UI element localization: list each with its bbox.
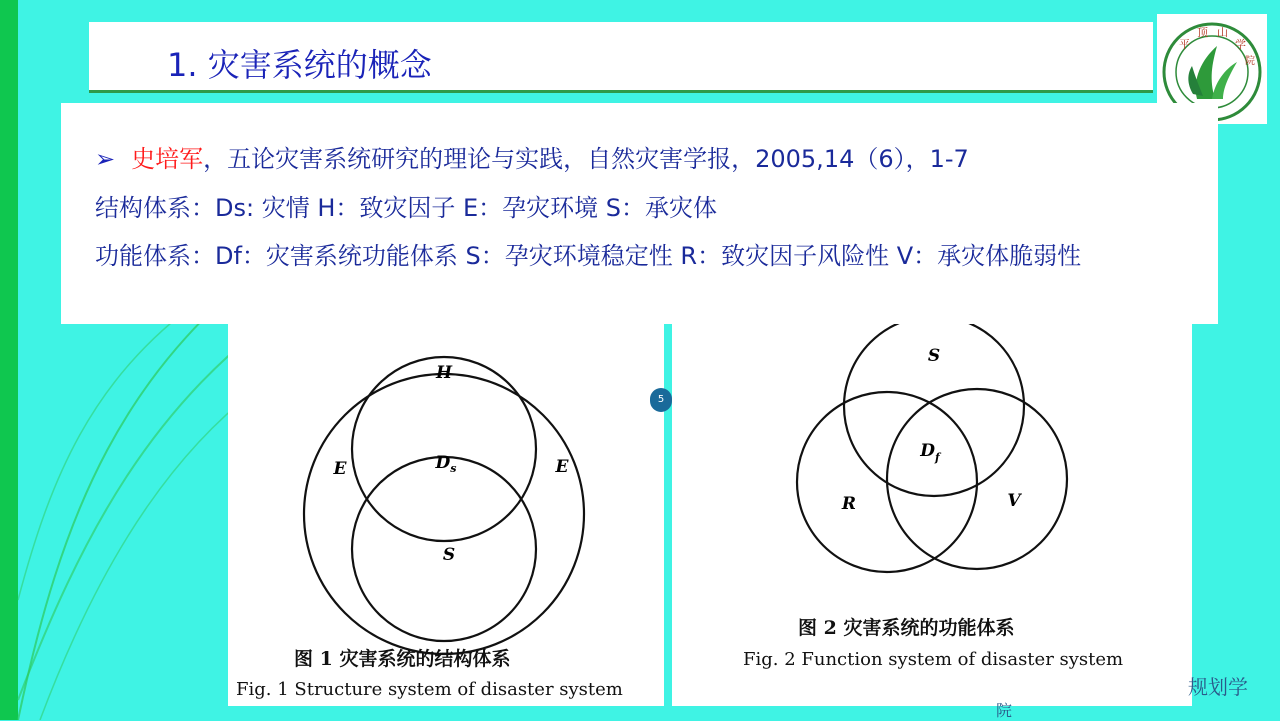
svg-text:顶: 顶 (1197, 26, 1208, 39)
title-box (89, 22, 1153, 93)
content-box (61, 103, 1218, 324)
figure1-caption-en: Fig. 1 Structure system of disaster system (236, 679, 623, 700)
outer-circle-E (304, 374, 584, 654)
figure2-caption-en: Fig. 2 Function system of disaster system (743, 649, 1124, 670)
arrow-bullet-icon: ➢ (95, 145, 116, 173)
svg-text:平: 平 (1179, 38, 1190, 51)
label-S: S (442, 545, 456, 565)
label-Df: $D_f$ (920, 441, 940, 464)
function-system-line: 功能体系：Df：灾害系统功能体系 S：孕灾环境稳定性 R：致灾因子风险性 V：承灾体脆弱性 (95, 242, 1082, 270)
label-S: S (927, 346, 941, 366)
svg-text:院: 院 (1245, 56, 1255, 67)
label-E-right: E (555, 457, 569, 477)
reference-line (95, 139, 969, 174)
svg-text:山: 山 (1217, 26, 1228, 39)
figure-function-system (672, 324, 1192, 706)
figure1-caption-zh: 图 1 灾害系统的结构体系 (294, 648, 511, 670)
slide-number-marker: 5 (650, 388, 672, 412)
footer-text: 规划学 (1188, 675, 1248, 699)
label-Ds: $D_s$ (435, 453, 457, 475)
label-V: V (1007, 491, 1021, 511)
author-name: 史培军 (131, 145, 204, 173)
structure-system-line: 结构体系：Ds: 灾情 H：致灾因子 E：孕灾环境 S：承灾体 (95, 194, 718, 222)
figure2-caption-zh: 图 2 灾害系统的功能体系 (798, 617, 1015, 639)
footer-text-2: 院 (996, 701, 1013, 720)
label-H: H (435, 363, 453, 383)
reference-text: ，五论灾害系统研究的理论与实践，自然灾害学报，2005,14（6），1-7 (203, 145, 969, 173)
slide-title: 1. 灾害系统的概念 (167, 46, 432, 84)
label-E-left: E (333, 459, 347, 479)
circle-H (352, 357, 536, 541)
figure-structure-system (228, 324, 664, 706)
label-R: R (841, 494, 857, 514)
svg-text:学: 学 (1235, 38, 1246, 51)
